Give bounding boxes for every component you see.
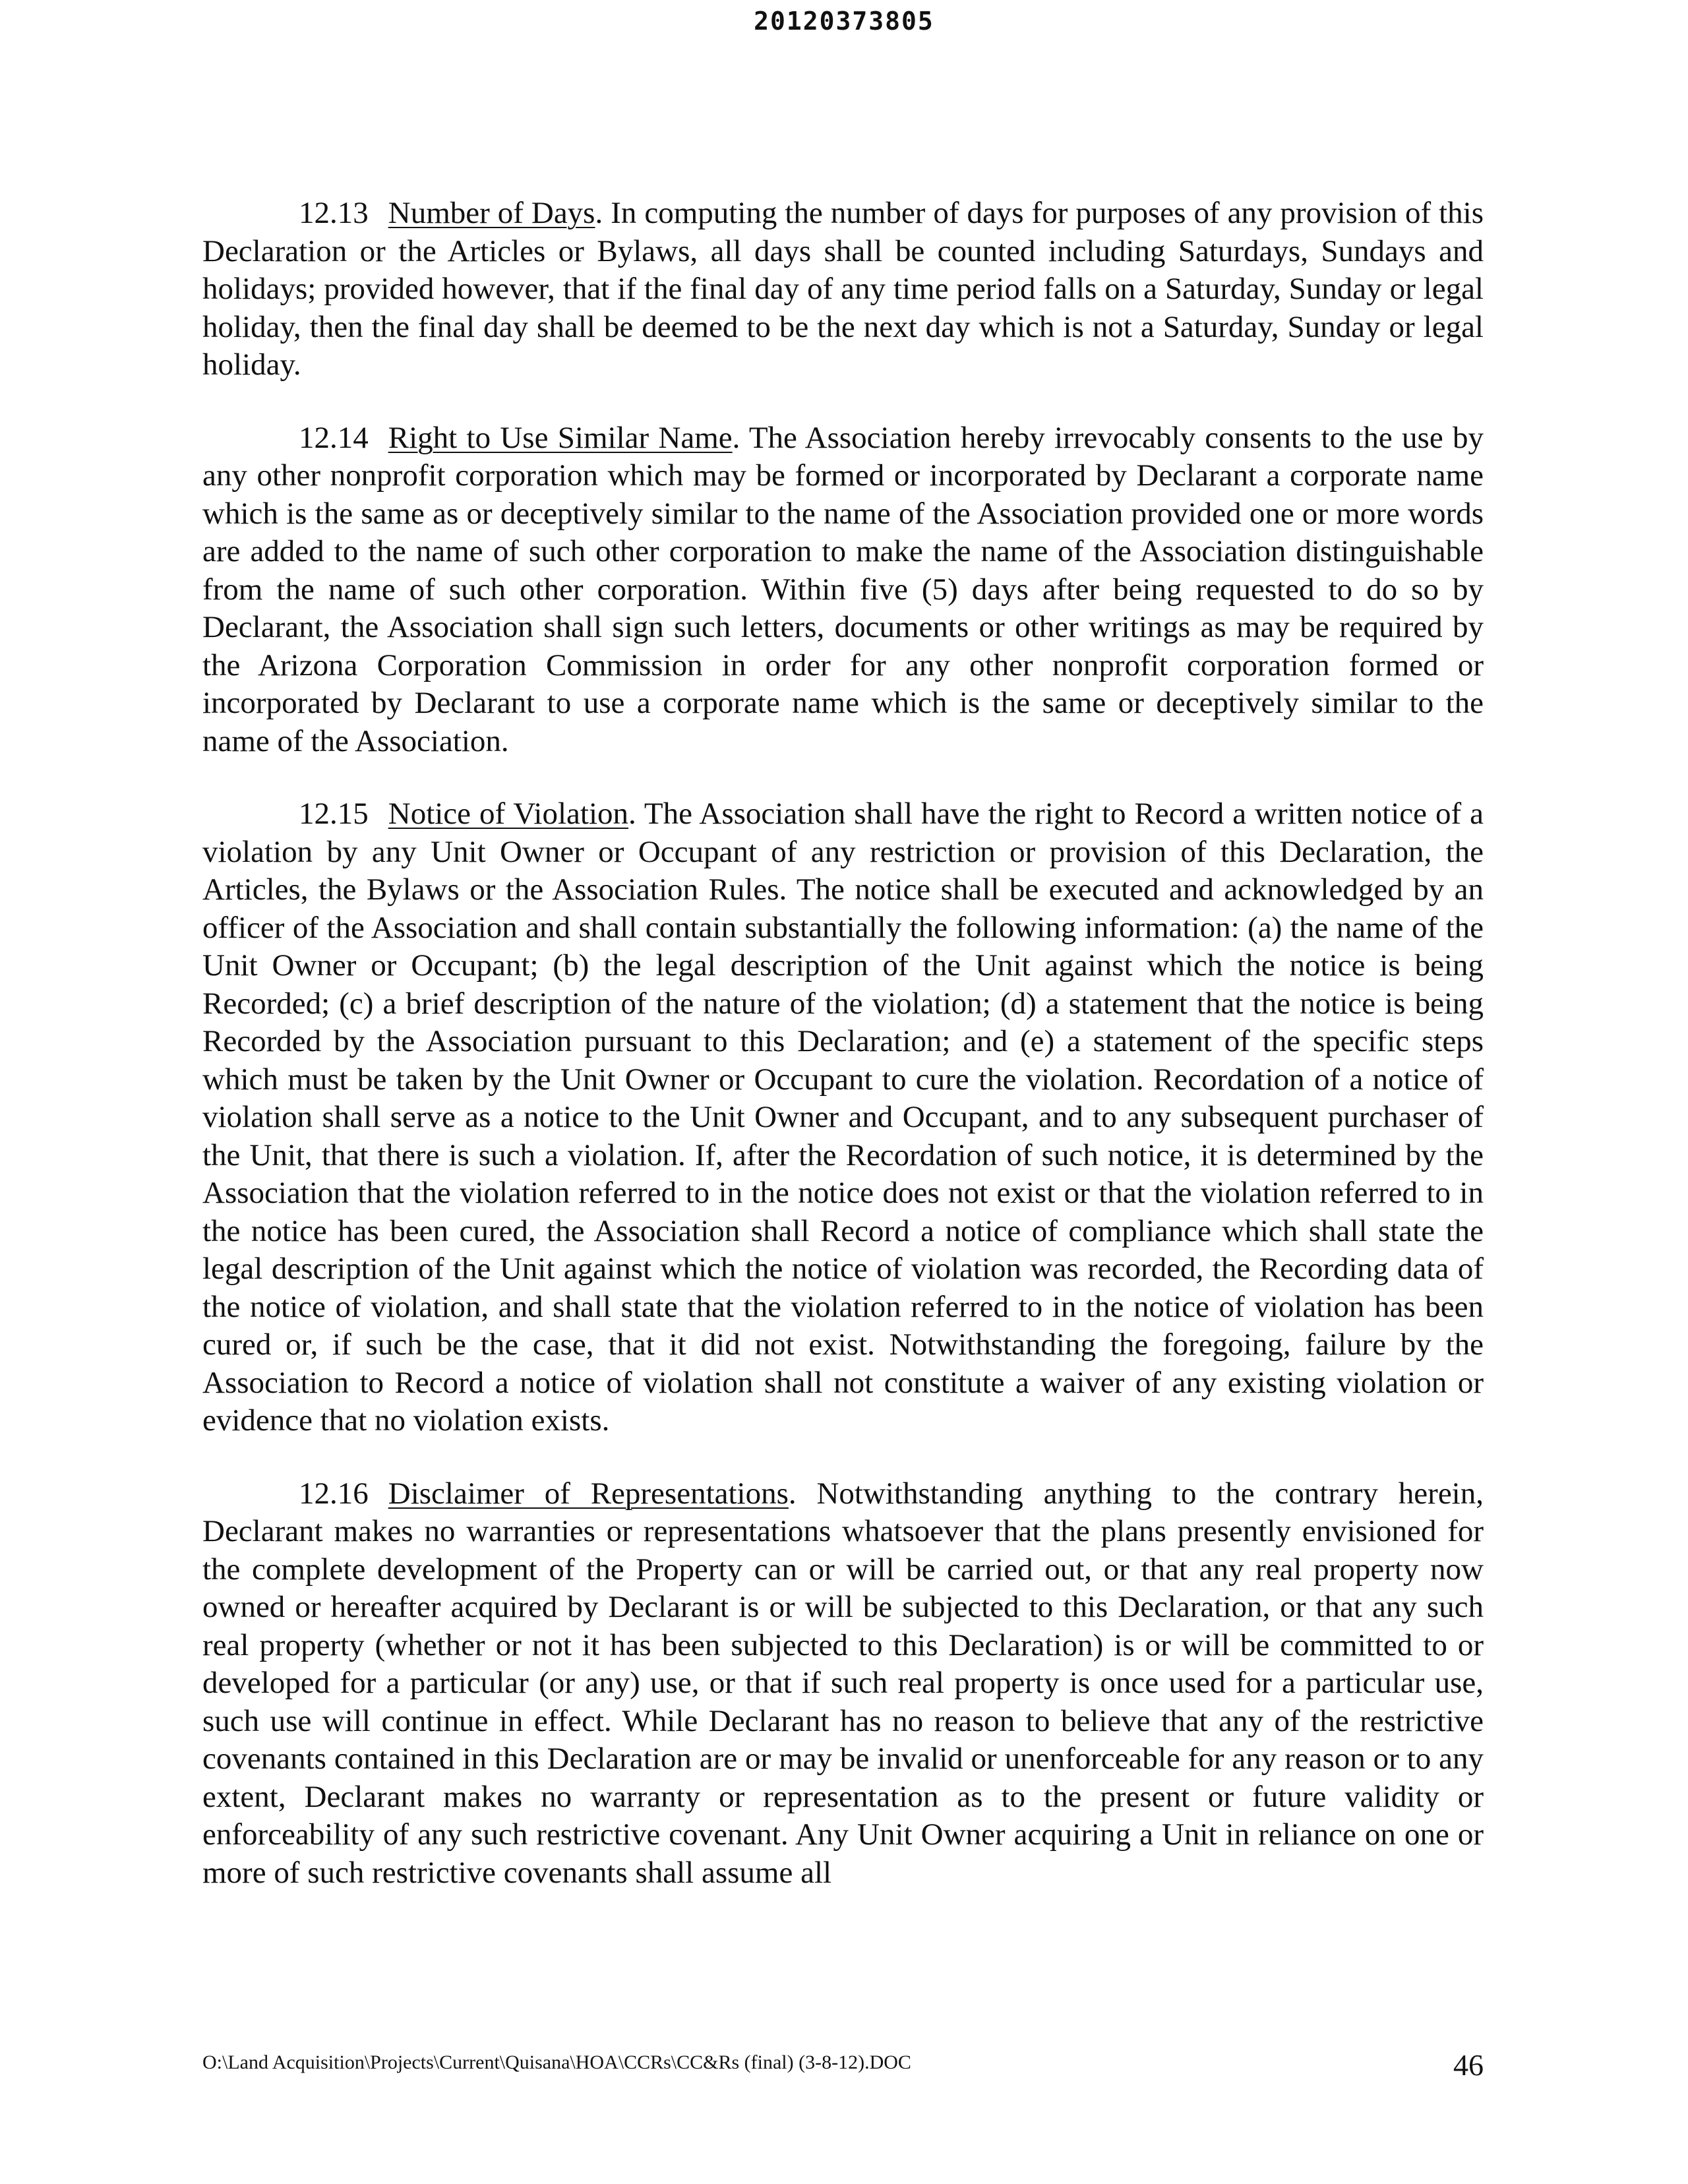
section-body: . The Association hereby irrevocably consents to the use by any other nonprofit corporation which may be formed or incorporated by Declarant a corporate name which is the same as or deceptively similar to the name of the Association provided one or more words are added to the name of such other corporation to make the name of the Association distinguishable from the name of such other corporation. Within five (5) days after being requested to do so by Declarant, the Association shall sign such letters, documents or other writings as may be required by the Arizona Corporation Commission in order for any other nonprofit corporation formed or incorporated by Declarant to use a corporate name which is the same or deceptively similar to the name of the Association.: [202, 420, 1484, 758]
section-number: 12.13: [299, 196, 369, 230]
section-heading: Right to Use Similar Name: [388, 420, 733, 455]
section-12-15: [202, 795, 1484, 1440]
footer-file-path: O:\Land Acquisition\Projects\Current\Quisana\HOA\CCRs\CC&Rs (final) (3-8-12).DOC: [202, 2051, 911, 2073]
section-12-14: [202, 419, 1484, 761]
section-heading: Disclaimer of Representations: [388, 1476, 789, 1511]
section-number: 12.16: [299, 1476, 369, 1511]
document-number: 20120373805: [754, 7, 934, 36]
page-body: [202, 195, 1484, 1927]
section-body: . Notwithstanding anything to the contrary herein, Declarant makes no warranties or representations whatsoever that the plans presently envisioned for the complete development of the Property can or will be carried out, or that any real property now owned or hereafter acquired by Declarant is or will be subjected to this Declaration, or that any such real property (whether or not it has been subjected to this Declaration) is or will be committed to or developed for a particular (or any) use, or that if such real property is once used for a particular use, such use will continue in effect. While Declarant has no reason to believe that any of the restrictive covenants contained in this Declaration are or may be invalid or unenforceable for any reason or to any extent, Declarant makes no warranty or representation as to the present or future validity or enforceability of any such restrictive covenant. Any Unit Owner acquiring a Unit in reliance on one or more of such restrictive covenants shall assume all: [202, 1476, 1484, 1890]
page-number: 46: [1453, 2048, 1484, 2082]
section-number: 12.15: [299, 797, 369, 831]
page-footer: [202, 2048, 1484, 2094]
section-12-13: [202, 195, 1484, 384]
section-heading: Number of Days: [388, 196, 595, 230]
section-12-16: [202, 1475, 1484, 1893]
section-heading: Notice of Violation: [388, 797, 629, 831]
section-body: . The Association shall have the right to Record a written notice of a violation by any Unit Owner or Occupant of any restriction or provision of this Declaration, the Articles, the Bylaws or the Association Rules. The notice shall be executed and acknowledged by an officer of the Association and shall contain substantially the following information: (a) the name of the Unit Owner or Occupant; (b) the legal description of the Unit against which the notice is being Recorded; (c) a brief description of the nature of the violation; (d) a statement that the notice is being Recorded by the Association pursuant to this Declaration; and (e) a statement of the specific steps which must be taken by the Unit Owner or Occupant to cure the violation. Recordation of a notice of violation shall serve as a notice to the Unit Owner and Occupant, and to any subsequent purchaser of the Unit, that there is such a violation. If, after the Recordation of such notice, it is determined by the Association that the violation referred to in the notice does not exist or that the violation referred to in the notice has been cured, the Association shall Record a notice of compliance which shall state the legal description of the Unit against which the notice of violation was recorded, the Recording data of the notice of violation, and shall state that the violation referred to in the notice of violation has been cured or, if such be the case, that it did not exist. Notwithstanding the foregoing, failure by the Association to Record a notice of violation shall not constitute a waiver of any existing violation or evidence that no violation exists.: [202, 797, 1484, 1438]
section-number: 12.14: [299, 420, 369, 455]
section-body: . In computing the number of days for purposes of any provision of this Declaration or the Articles or Bylaws, all days shall be counted including Saturdays, Sundays and holidays; provided however, that if the final day of any time period falls on a Saturday, Sunday or legal holiday, then the final day shall be deemed to be the next day which is not a Saturday, Sunday or legal holiday.: [202, 196, 1484, 382]
